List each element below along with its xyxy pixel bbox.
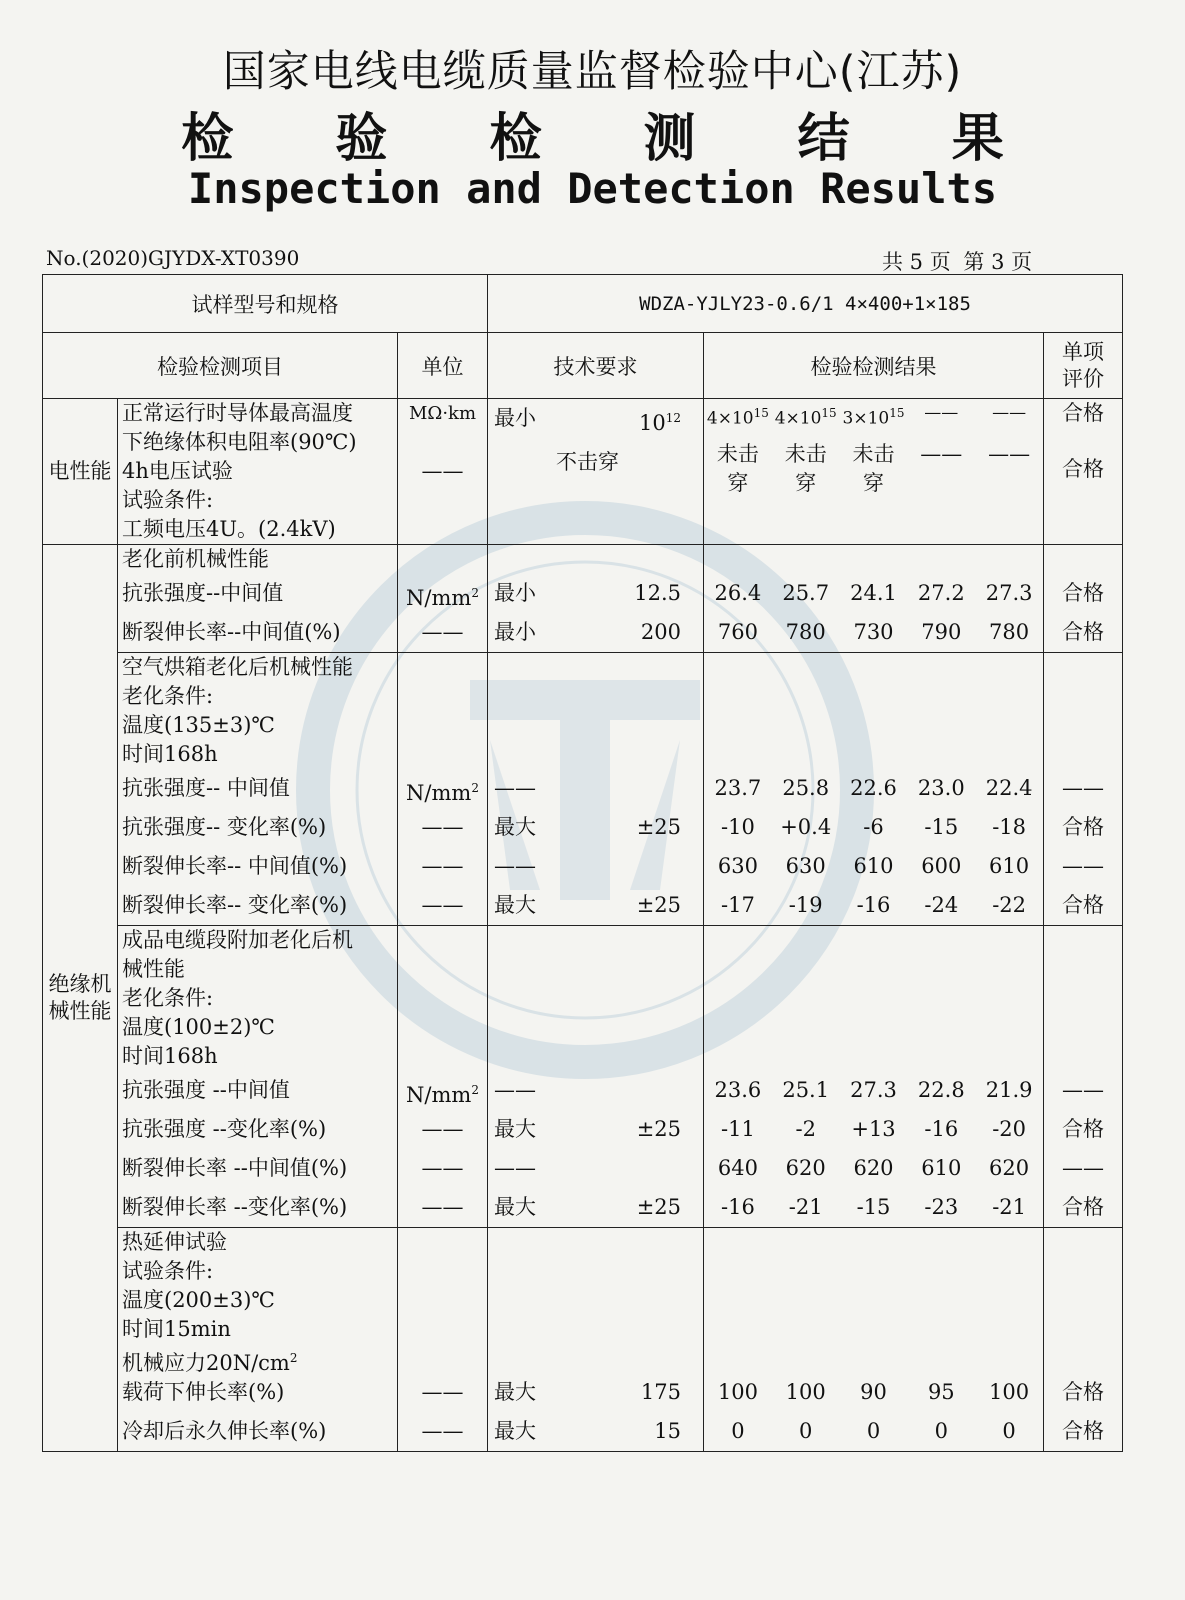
g4-r2-c1: 0 <box>731 1419 745 1443</box>
g3-unit-4: —— <box>421 1195 464 1219</box>
g4-r1-c3: 90 <box>860 1380 887 1404</box>
g4-unit-2: —— <box>421 1419 464 1443</box>
g3-r2-c5: -20 <box>992 1117 1027 1141</box>
results-table <box>42 274 1123 1452</box>
result-volt-5: —— <box>988 442 1031 466</box>
g3-title-2: 械性能 <box>122 957 185 981</box>
g3-r3-c1: 640 <box>717 1156 758 1180</box>
g4-r1-c4: 95 <box>927 1380 955 1404</box>
g3-r4-c2: -21 <box>788 1195 823 1219</box>
unit-text: N/mm <box>406 781 472 805</box>
g1-r1-c4: 27.2 <box>917 581 965 605</box>
page-info <box>882 246 1038 276</box>
g2-r4-c1: -17 <box>721 893 755 917</box>
g4-eval-2: 合格 <box>1062 1419 1105 1443</box>
g3-r4-c3: -15 <box>856 1195 891 1219</box>
g4-stress-sup: 2 <box>289 1351 298 1365</box>
g2-items <box>118 653 398 926</box>
g3-r3-c3: 620 <box>853 1156 894 1180</box>
g4-req-label-2: 最大 <box>494 1419 537 1443</box>
g2-title-1: 空气烘箱老化后机械性能 <box>122 655 353 679</box>
req-resistivity <box>639 399 681 438</box>
col-unit: 单位 <box>398 333 488 399</box>
result-res-5: —— <box>992 403 1027 423</box>
g2-req-label-2: 最大 <box>494 815 537 839</box>
result-volt-2a: 未击 <box>784 442 827 466</box>
g1-eval-2: 合格 <box>1062 620 1105 644</box>
g1-unit-1 <box>398 574 487 613</box>
g3-r2-c2: -2 <box>795 1117 816 1141</box>
g2-requirements <box>488 653 704 926</box>
g4-req-label-1: 最大 <box>494 1380 537 1404</box>
g3-unit-3: —— <box>421 1156 464 1180</box>
g4-requirements <box>488 1228 704 1452</box>
g3-r2-c1: -11 <box>721 1117 755 1141</box>
result-volt-1a: 未击 <box>716 442 759 466</box>
g3-req-label-2: 最大 <box>494 1117 537 1141</box>
result-res-1 <box>704 399 772 428</box>
g2-r1-c4: 23.0 <box>917 776 965 800</box>
g3-r3-c5: 620 <box>989 1156 1030 1180</box>
g1-req-label-2: 最小 <box>494 620 537 644</box>
g1-requirements <box>488 545 704 653</box>
g2-req-label-1: —— <box>494 776 537 800</box>
g4-stress-label: 机械应力20N/cm <box>122 1351 290 1373</box>
g3-r1-c4: 22.8 <box>917 1078 965 1102</box>
g3-items <box>118 926 398 1228</box>
g2-unit-2: —— <box>421 815 464 839</box>
g1-r2-c2: 780 <box>785 620 826 644</box>
g4-r1-c2: 100 <box>785 1380 826 1404</box>
g2-r2-c1: -10 <box>721 815 755 839</box>
g2-results <box>704 653 1044 926</box>
g3-item-4: 断裂伸长率 --变化率(%) <box>122 1195 348 1219</box>
g2-eval-4: 合格 <box>1062 893 1105 917</box>
g2-item-1: 抗张强度-- 中间值 <box>122 776 290 800</box>
result-res-2 <box>772 399 840 428</box>
res-exp: 15 <box>889 406 905 420</box>
g2-r1-c1: 23.7 <box>714 776 762 800</box>
res-base: 4×10 <box>706 408 754 428</box>
g2-r4-c2: -19 <box>788 893 823 917</box>
g2-title-3: 温度(135±3)℃ <box>122 713 275 737</box>
g3-r1-c1: 23.6 <box>714 1078 762 1102</box>
g2-eval-1: —— <box>1062 776 1105 800</box>
g4-title-4: 时间15min <box>122 1317 231 1341</box>
g2-req-label-4: 最大 <box>494 893 537 917</box>
unit-resistivity: MΩ·km <box>408 403 477 424</box>
spec-label: 试样型号和规格 <box>43 275 488 333</box>
unit-text: N/mm <box>406 586 472 610</box>
g1-req-val-1: 12.5 <box>634 581 682 605</box>
col-eval-line1: 单项 <box>1062 340 1105 365</box>
g4-r1-c1: 100 <box>717 1380 758 1404</box>
g4-r2-c5: 0 <box>1002 1419 1016 1443</box>
g1-item-2: 断裂伸长率--中间值(%) <box>122 620 341 644</box>
g3-r2-c3: +13 <box>851 1117 896 1141</box>
g1-eval-1: 合格 <box>1062 581 1105 605</box>
g3-eval-2: 合格 <box>1062 1117 1105 1141</box>
g4-item-1: 载荷下伸长率(%) <box>122 1380 285 1404</box>
res-base: 3×10 <box>842 408 890 428</box>
g3-r1-c5: 21.9 <box>985 1078 1033 1102</box>
col-result: 检验检测结果 <box>704 333 1044 399</box>
g2-evaluation <box>1044 653 1123 926</box>
g1-r2-c1: 760 <box>717 620 758 644</box>
unit-text: N/mm <box>406 1083 472 1107</box>
g4-req-val-2: 15 <box>654 1419 682 1443</box>
category-insulation-1: 绝缘机 <box>48 971 112 996</box>
g4-r2-c2: 0 <box>799 1419 813 1443</box>
g3-unit-2: —— <box>421 1117 464 1141</box>
g2-req-val-2: ±25 <box>636 815 682 839</box>
result-res-3 <box>840 399 908 428</box>
g2-r3-c5: 610 <box>989 854 1030 878</box>
electrical-items <box>118 399 398 545</box>
g2-r1-c3: 22.6 <box>850 776 897 800</box>
electrical-units <box>398 399 488 545</box>
category-insulation-2: 械性能 <box>48 999 112 1023</box>
g1-r1-c5: 27.3 <box>985 581 1033 605</box>
g3-r2-c4: -16 <box>924 1117 959 1141</box>
g3-title-4: 温度(100±2)℃ <box>122 1015 275 1039</box>
g4-eval-1: 合格 <box>1062 1380 1105 1404</box>
g1-r1-c1: 26.4 <box>714 581 762 605</box>
total-pages: 共 5 页 <box>882 250 951 274</box>
g4-items <box>118 1228 398 1452</box>
g4-r2-c3: 0 <box>866 1419 881 1443</box>
g1-req-val-2: 200 <box>640 620 682 644</box>
result-volt-3b: 穿 <box>863 471 884 495</box>
g3-item-3: 断裂伸长率 --中间值(%) <box>122 1156 348 1180</box>
col-eval-line2: 评价 <box>1062 366 1105 391</box>
col-requirement: 技术要求 <box>488 333 704 399</box>
req-voltage: 不击穿 <box>556 450 620 474</box>
unit-sup: 2 <box>471 1083 479 1097</box>
g4-evaluation <box>1044 1228 1123 1452</box>
g1-req-label-1: 最小 <box>494 581 537 605</box>
org-title: 国家电线电缆质量监督检验中心(江苏) <box>222 47 963 97</box>
res-exp: 15 <box>821 406 837 420</box>
category-electrical: 电性能 <box>43 399 118 545</box>
g4-units <box>398 1228 488 1452</box>
req-exp: 12 <box>665 411 682 425</box>
g4-results <box>704 1228 1044 1452</box>
g3-req-val-2: ±25 <box>636 1117 682 1141</box>
result-volt-4: —— <box>920 442 963 466</box>
report-title-cn: 检 验 检 测 结 果 <box>181 109 1046 169</box>
item-voltage-cond: 试验条件: <box>122 488 214 512</box>
category-insulation <box>43 545 118 1452</box>
g1-item-1: 抗张强度--中间值 <box>122 581 284 605</box>
g2-req-val-4: ±25 <box>636 893 682 917</box>
g3-r4-c5: -21 <box>992 1195 1027 1219</box>
g2-r1-c5: 22.4 <box>985 776 1033 800</box>
g3-r1-c3: 27.3 <box>850 1078 897 1102</box>
g1-r2-c3: 730 <box>853 620 894 644</box>
g1-unit-2: —— <box>421 620 464 644</box>
g2-units <box>398 653 488 926</box>
g1-title: 老化前机械性能 <box>122 547 269 571</box>
g2-r2-c4: -15 <box>924 815 959 839</box>
document-number: No.(2020)GJYDX-XT0390 <box>46 246 300 270</box>
g3-title-1: 成品电缆段附加老化后机 <box>122 928 353 952</box>
g2-r4-c5: -22 <box>992 893 1027 917</box>
g2-unit-3: —— <box>421 854 464 878</box>
g1-r2-c4: 790 <box>921 620 962 644</box>
g2-r2-c5: -18 <box>992 815 1027 839</box>
g4-title-1: 热延伸试验 <box>122 1230 227 1254</box>
g2-unit-4: —— <box>421 893 464 917</box>
g2-item-4: 断裂伸长率-- 变化率(%) <box>122 893 348 917</box>
g3-req-val-4: ±25 <box>636 1195 682 1219</box>
g2-r1-c2: 25.8 <box>782 776 830 800</box>
g2-r2-c3: -6 <box>863 815 884 839</box>
g2-title-4: 时间168h <box>122 742 218 766</box>
g1-r1-c2: 25.7 <box>782 581 830 605</box>
spec-value: WDZA-YJLY23-0.6/1 4×400+1×185 <box>488 275 1123 333</box>
col-item: 检验检测项目 <box>43 333 398 399</box>
item-voltage-value: 工频电压4U。(2.4kV) <box>122 517 336 541</box>
g2-req-label-3: —— <box>494 854 537 878</box>
g3-results <box>704 926 1044 1228</box>
g1-units <box>398 545 488 653</box>
g2-r3-c2: 630 <box>785 854 826 878</box>
result-volt-2b: 穿 <box>795 471 817 495</box>
g2-title-2: 老化条件: <box>122 684 214 708</box>
g3-eval-3: —— <box>1062 1156 1105 1180</box>
item-resistivity-2: 下绝缘体积电阻率(90℃) <box>122 430 357 454</box>
g3-evaluation <box>1044 926 1123 1228</box>
item-resistivity-1: 正常运行时导体最高温度 <box>122 401 353 425</box>
g2-r2-c2: +0.4 <box>780 815 832 839</box>
g2-r3-c3: 610 <box>853 854 894 878</box>
g3-r3-c2: 620 <box>785 1156 826 1180</box>
col-evaluation <box>1044 333 1123 399</box>
res-base: 4×10 <box>774 408 822 428</box>
g4-r2-c4: 0 <box>934 1419 948 1443</box>
g4-req-val-1: 175 <box>640 1380 682 1404</box>
g1-results <box>704 545 1044 653</box>
g3-r3-c4: 610 <box>921 1156 962 1180</box>
g3-units <box>398 926 488 1228</box>
g3-r4-c1: -16 <box>721 1195 755 1219</box>
electrical-evaluation <box>1044 399 1123 545</box>
res-exp: 15 <box>753 406 769 420</box>
g4-title-3: 温度(200±3)℃ <box>122 1288 275 1312</box>
g3-unit-1 <box>398 1071 487 1110</box>
g2-unit-1 <box>398 769 487 808</box>
g3-req-label-1: —— <box>494 1078 537 1102</box>
g3-eval-1: —— <box>1062 1078 1105 1102</box>
g3-eval-4: 合格 <box>1062 1195 1105 1219</box>
g1-evaluation <box>1044 545 1123 653</box>
g3-req-label-3: —— <box>494 1156 537 1180</box>
g1-r1-c3: 24.1 <box>850 581 897 605</box>
g2-eval-2: 合格 <box>1062 815 1105 839</box>
g2-eval-3: —— <box>1062 854 1105 878</box>
g4-item-2: 冷却后永久伸长率(%) <box>122 1419 327 1443</box>
g3-title-3: 老化条件: <box>122 986 214 1010</box>
g3-req-label-4: 最大 <box>494 1195 537 1219</box>
g3-r4-c4: -23 <box>924 1195 959 1219</box>
g2-r3-c4: 600 <box>921 854 962 878</box>
g2-item-3: 断裂伸长率-- 中间值(%) <box>122 854 348 878</box>
g2-r4-c3: -16 <box>856 893 891 917</box>
electrical-results <box>704 399 1044 545</box>
g1-items <box>118 545 398 653</box>
result-volt-3a: 未击 <box>852 442 895 466</box>
g4-r1-c5: 100 <box>989 1380 1030 1404</box>
report-title-en: Inspection and Detection Results <box>187 164 998 213</box>
req-min-label: 最小 <box>494 406 537 430</box>
g2-r4-c4: -24 <box>924 893 959 917</box>
g3-item-1: 抗张强度 --中间值 <box>122 1078 290 1102</box>
g3-r1-c2: 25.1 <box>782 1078 830 1102</box>
unit-voltage: —— <box>421 459 464 483</box>
unit-sup: 2 <box>471 586 479 600</box>
req-base: 10 <box>639 411 666 435</box>
item-voltage-test: 4h电压试验 <box>122 459 233 483</box>
eval-resistivity: 合格 <box>1062 401 1105 425</box>
current-page: 第 3 页 <box>963 250 1033 274</box>
result-volt-1b: 穿 <box>727 471 749 495</box>
g4-unit-1: —— <box>421 1380 464 1404</box>
g2-item-2: 抗张强度-- 变化率(%) <box>122 815 327 839</box>
g2-r3-c1: 630 <box>717 854 758 878</box>
g4-title-2: 试验条件: <box>122 1259 214 1283</box>
g1-r2-c5: 780 <box>989 620 1030 644</box>
unit-sup: 2 <box>471 781 479 795</box>
g3-requirements <box>488 926 704 1228</box>
g4-stress <box>122 1344 397 1373</box>
result-res-4: —— <box>924 403 959 423</box>
g3-item-2: 抗张强度 --变化率(%) <box>122 1117 327 1141</box>
electrical-requirements <box>488 399 704 545</box>
g3-title-5: 时间168h <box>122 1044 218 1068</box>
eval-voltage: 合格 <box>1062 457 1105 481</box>
